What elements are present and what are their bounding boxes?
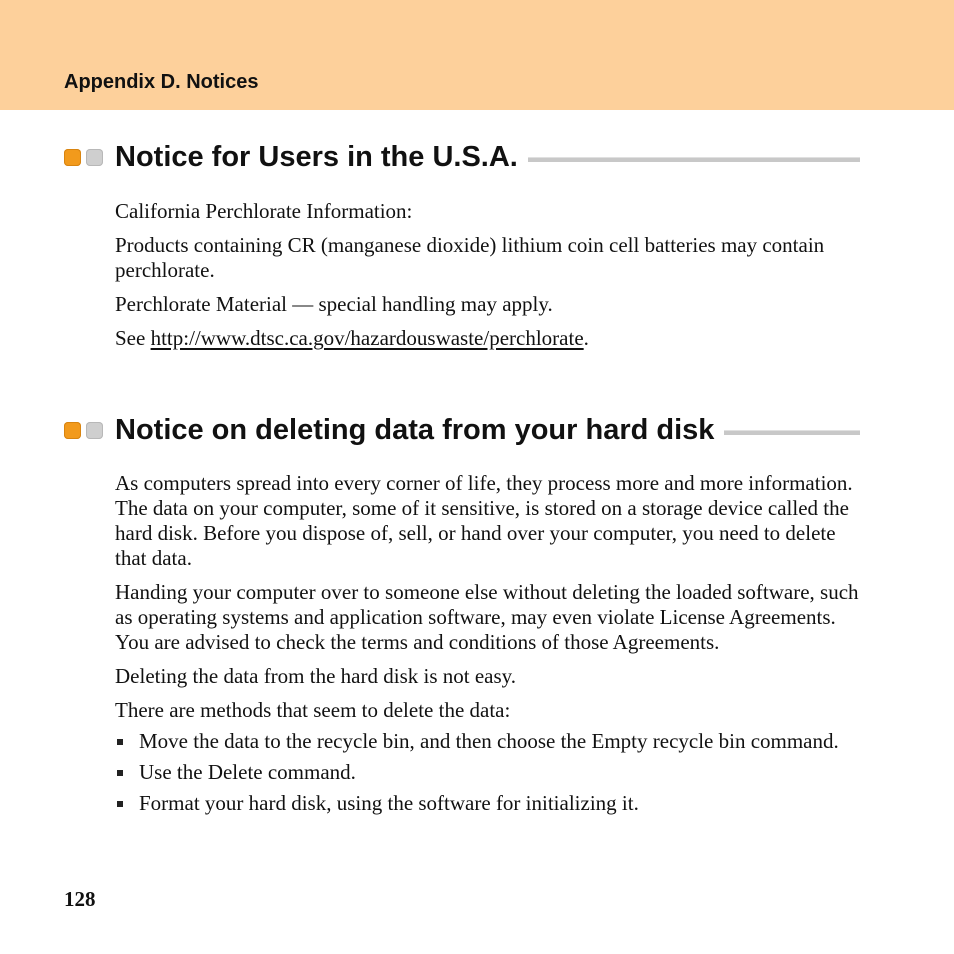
methods-list: [115, 729, 860, 816]
section-heading-hard-disk: [64, 410, 860, 450]
section-body-usa: [115, 199, 860, 360]
square-list-bullet-icon: [117, 739, 123, 745]
paragraph: Handing your computer over to someone else without deleting the loaded software, such as operating systems and application software, may even violate License Agreements. You are advised to check the terms and conditions of those Agreements.: [115, 580, 859, 654]
orange-square-bullet-icon: [64, 422, 81, 439]
see-prefix: See: [115, 326, 151, 350]
heading-bullets: [64, 149, 108, 167]
square-list-bullet-icon: [117, 801, 123, 807]
list-item: [115, 760, 860, 785]
list-item-text: Move the data to the recycle bin, and then choose the Empty recycle bin command.: [139, 729, 839, 753]
paragraph: Perchlorate Material — special handling may apply.: [115, 292, 553, 316]
see-suffix: .: [583, 326, 589, 350]
list-item-text: Format your hard disk, using the software for initializing it.: [139, 791, 639, 815]
paragraph: There are methods that seem to delete the data:: [115, 698, 511, 722]
paragraph: Products containing CR (manganese dioxide) lithium coin cell batteries may contain perchlorate.: [115, 233, 825, 282]
section-title: Notice on deleting data from your hard disk: [115, 414, 715, 446]
gray-square-bullet-icon: [86, 149, 103, 166]
heading-rule: [724, 430, 860, 435]
perchlorate-link[interactable]: http://www.dtsc.ca.gov/hazardouswaste/perchlorate: [150, 326, 584, 350]
list-item: [115, 791, 860, 816]
see-link-paragraph: [115, 326, 860, 351]
section-title: Notice for Users in the U.S.A.: [115, 141, 518, 173]
list-item-text: Use the Delete command.: [139, 760, 356, 784]
heading-bullets: [64, 422, 108, 440]
page-number: 128: [64, 887, 96, 911]
square-list-bullet-icon: [117, 770, 123, 776]
paragraph: As computers spread into every corner of life, they process more and more information. The data on your computer, some of it sensitive, is stored on a storage device called the hard disk. Before you dispose of, sell, or hand over your computer, you need to delete that data.: [115, 471, 853, 570]
header-title: Appendix D. Notices: [64, 71, 259, 93]
section-body-hard-disk: [115, 471, 860, 822]
gray-square-bullet-icon: [86, 422, 103, 439]
list-item: [115, 729, 860, 754]
paragraph: Deleting the data from the hard disk is not easy.: [115, 664, 517, 688]
heading-rule: [528, 157, 860, 162]
orange-square-bullet-icon: [64, 149, 81, 166]
paragraph: California Perchlorate Information:: [115, 199, 413, 223]
section-heading-usa: [64, 137, 860, 177]
